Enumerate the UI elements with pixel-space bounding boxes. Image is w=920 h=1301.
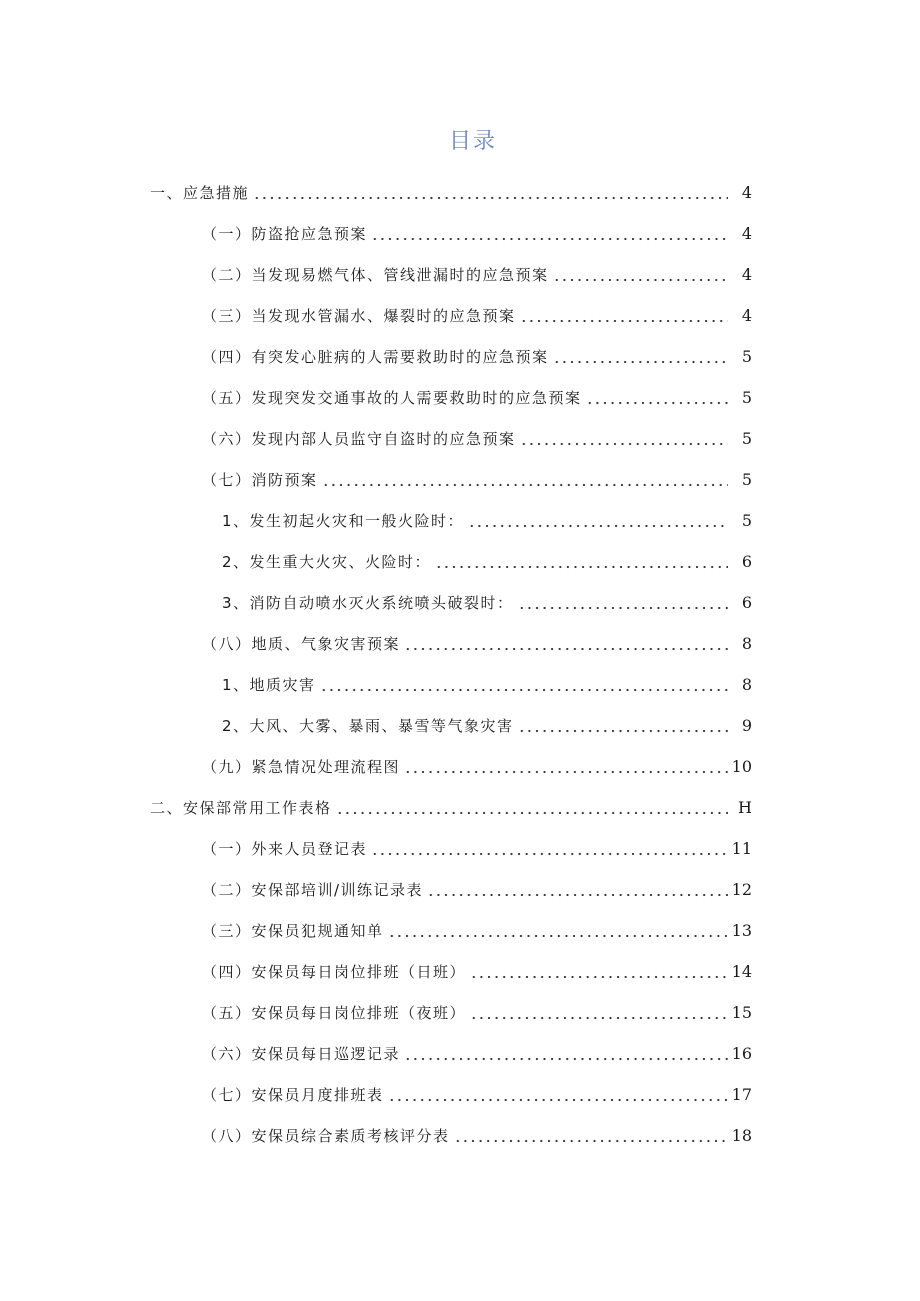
toc-entry[interactable] bbox=[0, 295, 920, 336]
toc-entry-page: 17 bbox=[731, 1085, 752, 1104]
toc-entry-page: 14 bbox=[731, 962, 752, 981]
dot-leader bbox=[470, 1005, 728, 1020]
dot-leader bbox=[404, 636, 728, 651]
toc-entry-page: 4 bbox=[741, 224, 752, 243]
toc-entry-text: （三）当发现水管漏水、爆裂时的应急预案 bbox=[202, 307, 516, 325]
toc-entry-text: （八）安保员综合素质考核评分表 bbox=[202, 1127, 450, 1145]
toc-entry-text: （五）发现突发交通事故的人需要救助时的应急预案 bbox=[202, 389, 582, 407]
toc-entry[interactable] bbox=[0, 213, 920, 254]
toc-entry-text: 二、安保部常用工作表格 bbox=[150, 799, 332, 817]
dot-leader bbox=[427, 882, 728, 897]
toc-entry[interactable] bbox=[0, 172, 920, 213]
toc-entry-text: （三）安保员犯规通知单 bbox=[202, 922, 384, 940]
dot-leader bbox=[404, 1046, 728, 1061]
dot-leader bbox=[518, 718, 728, 733]
toc-entry-page: 5 bbox=[741, 429, 752, 448]
toc-list bbox=[0, 172, 920, 1156]
toc-entry[interactable] bbox=[0, 1074, 920, 1115]
toc-entry[interactable] bbox=[0, 1033, 920, 1074]
dot-leader bbox=[470, 964, 728, 979]
toc-entry-text: （四）安保员每日岗位排班（日班） bbox=[202, 963, 467, 981]
toc-entry[interactable] bbox=[0, 377, 920, 418]
toc-entry-text: 2、大风、大雾、暴雨、暴雪等气象灾害 bbox=[222, 717, 514, 735]
toc-entry[interactable] bbox=[0, 910, 920, 951]
dot-leader bbox=[468, 513, 728, 528]
toc-entry-page: 6 bbox=[741, 552, 752, 571]
toc-entry-text: （八）地质、气象灾害预案 bbox=[202, 635, 401, 653]
toc-entry-page: 12 bbox=[731, 880, 752, 899]
toc-entry-page: 18 bbox=[731, 1126, 752, 1145]
toc-title: 目录 bbox=[448, 129, 497, 154]
dot-leader bbox=[518, 595, 728, 610]
dot-leader bbox=[520, 308, 728, 323]
dot-leader bbox=[320, 677, 728, 692]
dot-leader bbox=[336, 800, 728, 815]
toc-entry[interactable] bbox=[0, 664, 920, 705]
toc-entry[interactable] bbox=[0, 869, 920, 910]
toc-entry-text: （一）防盗抢应急预案 bbox=[202, 225, 368, 243]
toc-entry-page: 6 bbox=[741, 593, 752, 612]
dot-leader bbox=[553, 349, 728, 364]
toc-entry[interactable] bbox=[0, 254, 920, 295]
toc-entry-text: 1、地质灾害 bbox=[222, 676, 316, 694]
toc-entry-page: 5 bbox=[741, 347, 752, 366]
toc-entry-text: （七）消防预案 bbox=[202, 471, 318, 489]
toc-entry-page: 4 bbox=[741, 183, 752, 202]
toc-entry-text: （二）当发现易燃气体、管线泄漏时的应急预案 bbox=[202, 266, 549, 284]
toc-entry-text: 一、应急措施 bbox=[150, 184, 250, 202]
toc-entry-text: （九）紧急情况处理流程图 bbox=[202, 758, 401, 776]
toc-entry-page: 4 bbox=[741, 265, 752, 284]
toc-entry[interactable] bbox=[0, 1115, 920, 1156]
toc-entry-text: 3、消防自动喷水灭火系统喷头破裂时： bbox=[222, 594, 514, 612]
toc-entry-text: （六）安保员每日巡逻记录 bbox=[202, 1045, 401, 1063]
toc-entry[interactable] bbox=[0, 500, 920, 541]
toc-entry-page: 5 bbox=[741, 511, 752, 530]
toc-entry-page: 15 bbox=[731, 1003, 752, 1022]
dot-leader bbox=[388, 923, 728, 938]
toc-entry-text: （五）安保员每日岗位排班（夜班） bbox=[202, 1004, 467, 1022]
toc-entry[interactable] bbox=[0, 459, 920, 500]
toc-entry[interactable] bbox=[0, 582, 920, 623]
toc-entry[interactable] bbox=[0, 787, 920, 828]
dot-leader bbox=[520, 431, 728, 446]
dot-leader bbox=[253, 185, 728, 200]
toc-entry-page: 13 bbox=[731, 921, 752, 940]
toc-entry-text: （七）安保员月度排班表 bbox=[202, 1086, 384, 1104]
dot-leader bbox=[371, 841, 728, 856]
dot-leader bbox=[586, 390, 728, 405]
toc-entry-page: 8 bbox=[741, 675, 752, 694]
dot-leader bbox=[371, 226, 728, 241]
toc-entry-page: 4 bbox=[741, 306, 752, 325]
toc-entry-text: 1、发生初起火灾和一般火险时： bbox=[222, 512, 465, 530]
toc-entry[interactable] bbox=[0, 623, 920, 664]
dot-leader bbox=[388, 1087, 728, 1102]
toc-entry[interactable] bbox=[0, 828, 920, 869]
toc-entry[interactable] bbox=[0, 951, 920, 992]
toc-entry-text: 2、发生重大火灾、火险时： bbox=[222, 553, 432, 571]
dot-leader bbox=[322, 472, 728, 487]
dot-leader bbox=[454, 1128, 728, 1143]
toc-entry[interactable] bbox=[0, 746, 920, 787]
toc-entry[interactable] bbox=[0, 705, 920, 746]
toc-entry-page: 9 bbox=[741, 716, 752, 735]
toc-entry-page: H bbox=[738, 798, 752, 817]
toc-entry-page: 16 bbox=[731, 1044, 752, 1063]
toc-entry-text: （二）安保部培训/训练记录表 bbox=[202, 881, 424, 899]
toc-entry-text: （四）有突发心脏病的人需要救助时的应急预案 bbox=[202, 348, 549, 366]
toc-entry[interactable] bbox=[0, 992, 920, 1033]
toc-entry[interactable] bbox=[0, 418, 920, 459]
dot-leader bbox=[553, 267, 728, 282]
toc-entry[interactable] bbox=[0, 541, 920, 582]
toc-entry-page: 10 bbox=[731, 757, 752, 776]
toc-entry-text: （六）发现内部人员监守自盗时的应急预案 bbox=[202, 430, 516, 448]
toc-entry-page: 5 bbox=[741, 470, 752, 489]
toc-entry-page: 5 bbox=[741, 388, 752, 407]
toc-entry-page: 8 bbox=[741, 634, 752, 653]
dot-leader bbox=[435, 554, 728, 569]
toc-entry-page: 11 bbox=[731, 839, 752, 858]
toc-entry-text: （一）外来人员登记表 bbox=[202, 840, 368, 858]
toc-entry[interactable] bbox=[0, 336, 920, 377]
dot-leader bbox=[404, 759, 728, 774]
